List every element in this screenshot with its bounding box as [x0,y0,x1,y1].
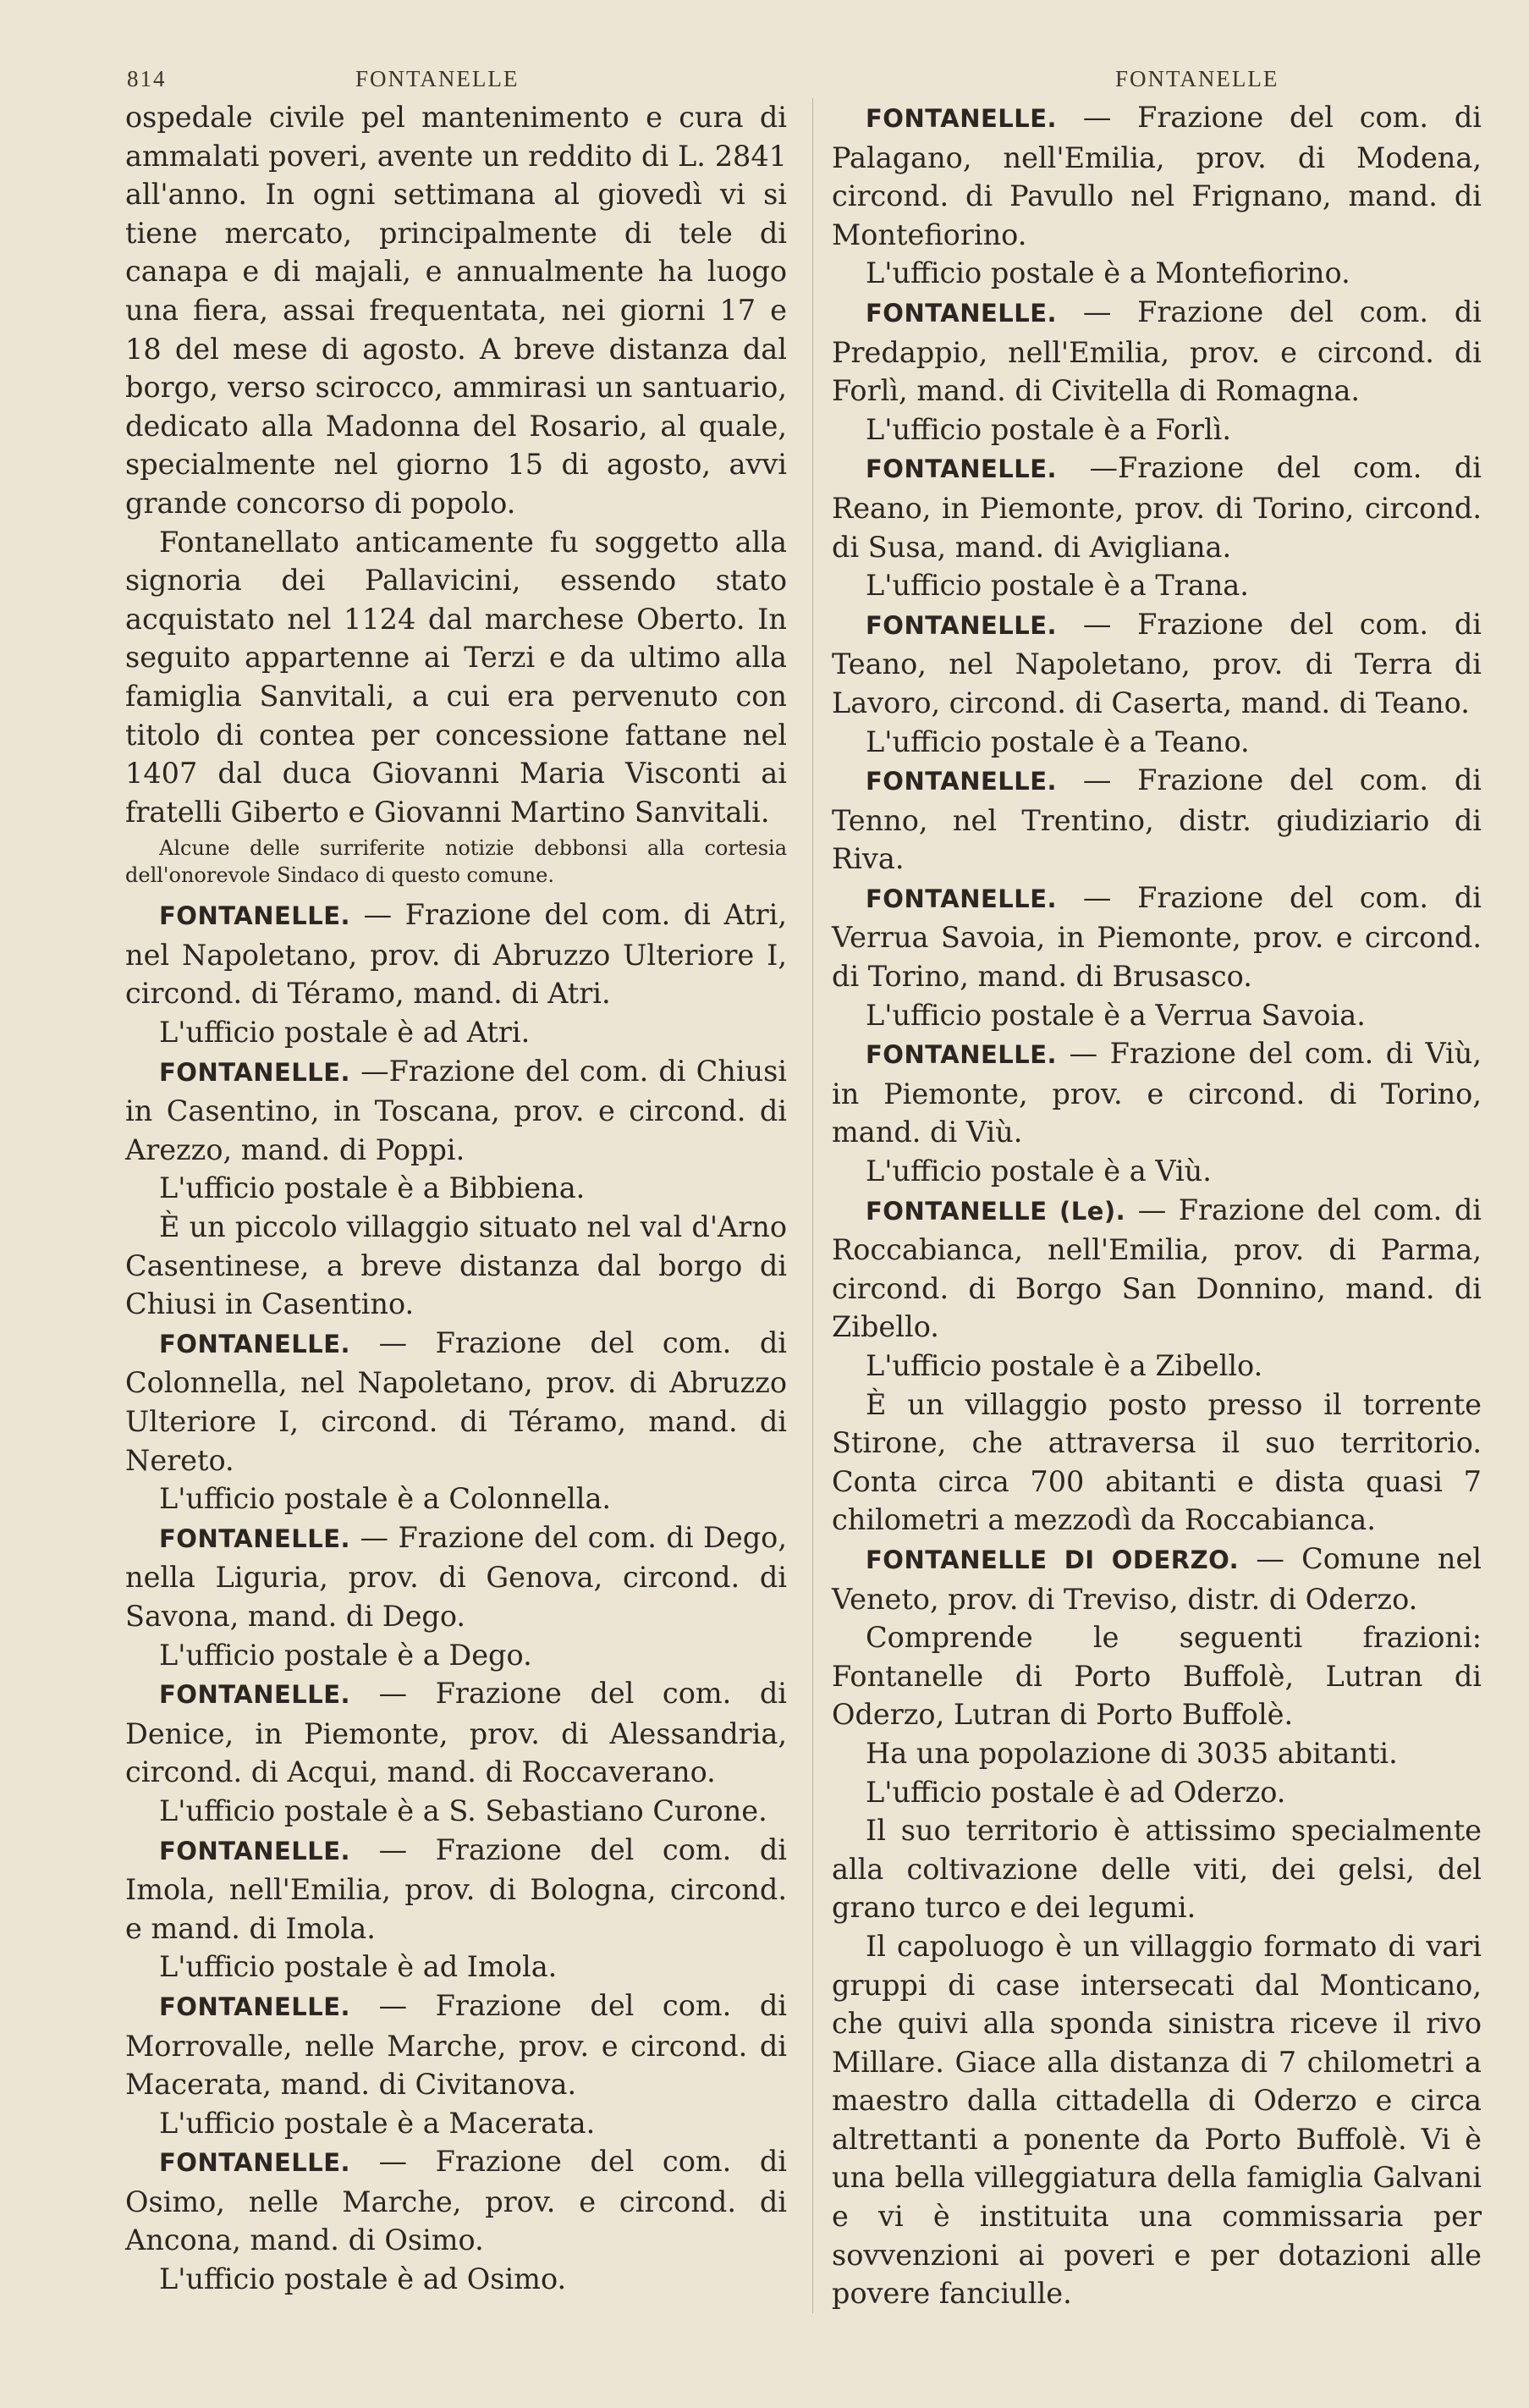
paragraph: Fontanellato anticamente fu soggetto alla signoria dei Pallavicini, essendo stato acquistato nel 1124 dal marchese Oberto. In seguito appartenne ai Terzi e da ultimo alla famiglia Sanvitali, a cui era pervenuto con titolo di contea per concessione fattane nel 1407 dal duca Giovanni Maria Visconti ai fratelli Giberto e Giovanni Martino Sanvitali. [125,525,787,829]
entry-headword: FONTANELLE. [159,901,351,931]
entry-headword: FONTANELLE. [866,767,1058,796]
page-number: 814 [127,66,167,91]
gazetteer-entry [832,1191,1482,1347]
entry-headword: FONTANELLE. [159,1524,351,1553]
paragraph: L'ufficio postale è a Verrua Savoia. [866,998,1366,1032]
paragraph: L'ufficio postale è a Colonnella. [159,1482,612,1516]
entry-headword: FONTANELLE. [159,1329,351,1358]
gazetteer-entry [832,1034,1482,1152]
paragraph: L'ufficio postale è a Dego. [159,1638,532,1672]
entry-text: — Frazione del com. di Colonnella, nel Napoletano, prov. di Abruzzo Ulteriore I, circond. di Téramo, mand. di Nereto. [125,1325,787,1477]
gazetteer-entry [125,1674,787,1792]
paragraph: L'ufficio postale è a Zibello. [866,1349,1263,1382]
entry-headword: FONTANELLE. [159,1057,351,1087]
paragraph: L'ufficio postale è a S. Sebastiano Curone. [159,1794,767,1827]
gazetteer-entry [125,895,787,1013]
paragraph: L'ufficio postale è ad Imola. [159,1950,558,1984]
entry-text: — Frazione del com. di Dego, nella Liguria, prov. di Genova, circond. di Savona, mand. di Dego. [125,1520,787,1633]
paragraph: L'ufficio postale è a Montefiorino. [866,256,1350,290]
paragraph: Il capoluogo è un villaggio formato di vari gruppi di case intersecati dal Monticano, che quivi alla sponda sinistra riceve il rivo Millare. Giace alla distanza di 7 chilometri a maestro dalla cittadella di Oderzo e circa altrettanti a ponente da Porto Buffolè. Vi è una bella villeggiatura della famiglia Galvani e vi è instituita una commissaria per sovvenzioni ai poveri e per dotazioni alle povere fanciulle. [832,1929,1482,2311]
paragraph: L'ufficio postale è ad Oderzo. [866,1775,1286,1809]
gazetteer-entry [832,293,1482,411]
gazetteer-entry [832,879,1482,996]
paragraph: È un villaggio posto presso il torrente Stirone, che attraversa il suo territorio. Conta circa 700 abitanti e dista quasi 7 chilometri a mezzodì da Roccabianca. [832,1387,1482,1537]
left-column [125,98,787,2299]
gazetteer-entry [125,1052,787,1170]
gazetteer-entry [832,761,1482,879]
entry-headword: FONTANELLE. [866,1040,1058,1070]
paragraph: Comprende le seguenti frazioni: Fontanelle di Porto Buffolè, Lutran di Oderzo, Lutran di Porto Buffolè. [832,1621,1482,1732]
gazetteer-entry [125,1324,787,1480]
paragraph: L'ufficio postale è a Macerata. [159,2106,596,2140]
paragraph: L'ufficio postale è a Bibbiena. [159,1171,586,1205]
entry-headword: FONTANELLE. [159,1680,351,1710]
paragraph: L'ufficio postale è a Viù. [866,1154,1212,1188]
gazetteer-entry [832,1540,1482,1618]
entry-headword: FONTANELLE. [866,455,1058,484]
entry-text: — Frazione del com. di Teano, nel Napoletano, prov. di Terra di Lavoro, circond. di Caserta, mand. di Teano. [832,607,1482,719]
gazetteer-entry [125,1518,787,1636]
entry-text: —Frazione del com. di Chiusi in Casentino, in Toscana, prov. e circond. di Arezzo, mand. di Poppi. [125,1054,787,1166]
entry-text: — Frazione del com. di Roccabianca, nell'Emilia, prov. di Parma, circond. di Borgo San Donnino, mand. di Zibello. [832,1193,1482,1344]
entry-text: — Frazione del com. di Predappio, nell'Emilia, prov. e circond. di Forlì, mand. di Civitella di Romagna. [832,295,1482,408]
entry-headword: FONTANELLE. [866,884,1058,913]
paragraph: L'ufficio postale è ad Atri. [159,1016,531,1050]
paragraph: Ha una popolazione di 3035 abitanti. [866,1736,1398,1770]
paragraph: È un piccolo villaggio situato nel val d'Arno Casentinese, a breve distanza dal borgo di Chiusi in Casentino. [125,1210,787,1321]
gazetteer-entry [125,1986,787,2104]
paragraph: L'ufficio postale è a Forlì. [866,412,1232,446]
entry-headword: FONTANELLE. [866,298,1058,328]
paragraph: L'ufficio postale è a Teano. [866,725,1250,758]
entry-text: — Frazione del com. di Atri, nel Napoletano, prov. di Abruzzo Ulteriore I, circond. di Téramo, mand. di Atri. [125,898,787,1011]
footnote: Alcune delle surriferite notizie debbonsi alla cortesia dell'onorevole Sindaco di questo comune. [125,836,787,888]
gazetteer-entry [832,449,1482,566]
entry-text: — Frazione del com. di Viù, in Piemonte, prov. e circond. di Torino, mand. di Viù. [832,1037,1482,1149]
entry-text: — Frazione del com. di Tenno, nel Trentino, distr. giudiziario di Riva. [832,763,1482,876]
entry-headword: FONTANELLE. [159,2148,351,2178]
paragraph: L'ufficio postale è ad Osimo. [159,2262,567,2296]
entry-text: — Frazione del com. di Verrua Savoia, in Piemonte, prov. e circond. di Torino, mand. di Brusasco. [832,880,1482,994]
entry-text: — Comune nel Veneto, prov. di Treviso, distr. di Oderzo. [832,1541,1482,1616]
entry-text: — Frazione del com. di Denice, in Piemonte, prov. di Alessandria, circond. di Acqui, mand. di Roccaverano. [125,1677,787,1789]
running-title-left: FONTANELLE [355,66,520,91]
gazetteer-entry [125,2142,787,2260]
entry-text: —Frazione del com. di Reano, in Piemonte, prov. di Torino, circond. di Susa, mand. di Avigliana. [832,451,1482,564]
gazetteer-entry [832,605,1482,723]
paragraph: L'ufficio postale è a Trana. [866,569,1249,603]
running-title-right: FONTANELLE [1115,66,1279,91]
gazetteer-entry [832,98,1482,254]
entry-text: — Frazione del com. di Imola, nell'Emilia, prov. di Bologna, circond. e mand. di Imola. [125,1832,787,1945]
entry-headword: FONTANELLE (Le). [866,1196,1126,1226]
entry-headword: FONTANELLE. [866,610,1058,640]
paragraph: ospedale civile pel mantenimento e cura di ammalati poveri, avente un reddito di L. 2841 all'anno. In ogni settimana al giovedì vi si tiene mercato, principalmente di tele di canapa e di majali, e annualmente ha luogo una fiera, assai frequentata, nei giorni 17 e 18 del mese di agosto. A breve distanza dal borgo, verso scirocco, ammirasi un santuario, dedicato alla Madonna del Rosario, al quale, specialmente nel giorno 15 di agosto, avvi grande concorso di popolo. [125,101,787,520]
entry-headword: FONTANELLE. [159,1836,351,1865]
entry-headword: FONTANELLE. [866,104,1058,133]
entry-headword: FONTANELLE. [159,1992,351,2021]
entry-text: — Frazione del com. di Osimo, nelle Marche, prov. e circond. di Ancona, mand. di Osimo. [125,2145,787,2257]
entry-headword: FONTANELLE DI ODERZO. [866,1545,1240,1574]
entry-text: — Frazione del com. di Palagano, nell'Emilia, prov. di Modena, circond. di Pavullo nel Frignano, mand. di Montefiorino. [832,101,1482,251]
paragraph: Il suo territorio è attissimo specialmente alla coltivazione delle viti, dei gelsi, del grano turco e dei legumi. [832,1814,1482,1925]
entry-text: — Frazione del com. di Morrovalle, nelle Marche, prov. e circond. di Macerata, mand. di Civitanova. [125,1988,787,2102]
right-column [812,98,1482,2313]
gazetteer-entry [125,1831,787,1948]
